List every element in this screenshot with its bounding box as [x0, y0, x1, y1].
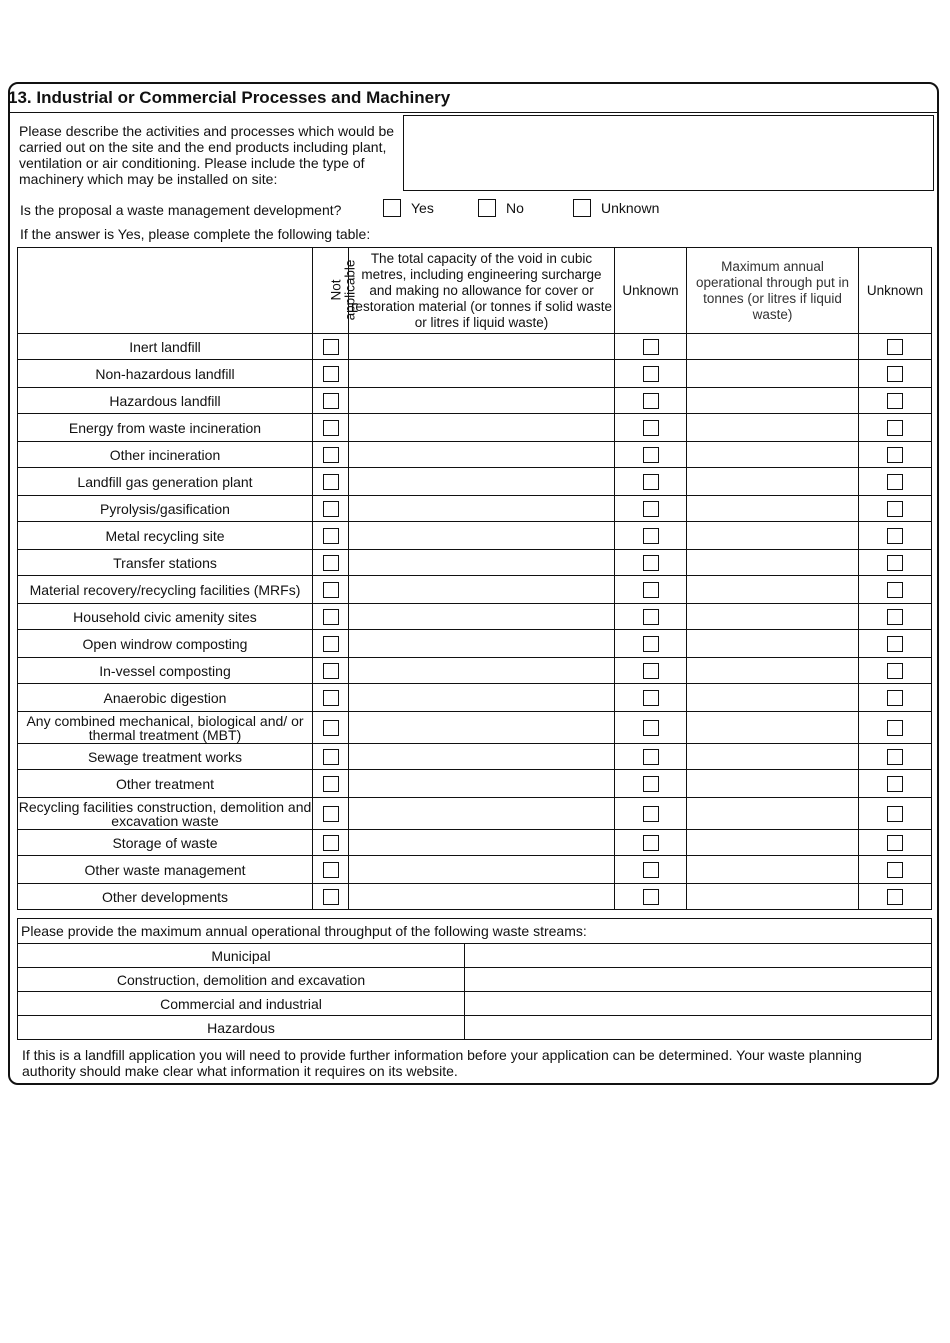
stream-throughput-input[interactable]	[465, 992, 932, 1016]
title-divider	[9, 112, 938, 113]
not-applicable-checkbox[interactable]	[323, 339, 339, 355]
throughput-unknown-checkbox-cell	[859, 468, 932, 496]
throughput-unknown-checkbox[interactable]	[887, 835, 903, 851]
not-applicable-checkbox-cell	[313, 712, 349, 744]
capacity-unknown-checkbox[interactable]	[643, 420, 659, 436]
capacity-input[interactable]	[349, 798, 615, 830]
throughput-unknown-checkbox[interactable]	[887, 501, 903, 517]
throughput-input[interactable]	[687, 684, 859, 712]
capacity-input[interactable]	[349, 388, 615, 414]
not-applicable-checkbox-cell	[313, 496, 349, 522]
throughput-unknown-checkbox-cell	[859, 576, 932, 604]
not-applicable-checkbox-cell	[313, 884, 349, 910]
not-applicable-checkbox-cell	[313, 468, 349, 496]
option-unknown[interactable]	[573, 199, 659, 217]
table-row	[18, 856, 932, 884]
throughput-input[interactable]	[687, 830, 859, 856]
throughput-unknown-checkbox[interactable]	[887, 420, 903, 436]
not-applicable-checkbox-cell	[313, 604, 349, 630]
capacity-input[interactable]	[349, 496, 615, 522]
stream-row	[18, 1016, 932, 1040]
not-applicable-checkbox-cell	[313, 658, 349, 684]
throughput-unknown-checkbox-cell	[859, 770, 932, 798]
throughput-unknown-checkbox[interactable]	[887, 663, 903, 679]
table-row	[18, 414, 932, 442]
not-applicable-checkbox[interactable]	[323, 366, 339, 382]
capacity-input[interactable]	[349, 630, 615, 658]
capacity-unknown-checkbox-cell	[615, 522, 687, 550]
not-applicable-checkbox-cell	[313, 856, 349, 884]
table-row	[18, 576, 932, 604]
capacity-unknown-checkbox-cell	[615, 798, 687, 830]
facility-label: Pyrolysis/gasification	[18, 496, 313, 522]
table-row	[18, 798, 932, 830]
capacity-input[interactable]	[349, 334, 615, 360]
capacity-input[interactable]	[349, 522, 615, 550]
throughput-unknown-checkbox[interactable]	[887, 555, 903, 571]
facility-label: Anaerobic digestion	[18, 684, 313, 712]
throughput-unknown-checkbox[interactable]	[887, 609, 903, 625]
not-applicable-checkbox-cell	[313, 522, 349, 550]
capacity-input[interactable]	[349, 550, 615, 576]
capacity-input[interactable]	[349, 830, 615, 856]
not-applicable-checkbox[interactable]	[323, 835, 339, 851]
table-row	[18, 830, 932, 856]
facility-label: Household civic amenity sites	[18, 604, 313, 630]
throughput-unknown-checkbox[interactable]	[887, 636, 903, 652]
option-no[interactable]	[478, 199, 524, 217]
not-applicable-checkbox-cell	[313, 360, 349, 388]
capacity-input[interactable]	[349, 360, 615, 388]
throughput-unknown-checkbox[interactable]	[887, 776, 903, 792]
not-applicable-checkbox[interactable]	[323, 889, 339, 905]
not-applicable-checkbox-cell	[313, 576, 349, 604]
facility-label: Landfill gas generation plant	[18, 468, 313, 496]
table-row	[18, 334, 932, 360]
facility-label: Other developments	[18, 884, 313, 910]
throughput-unknown-checkbox-cell	[859, 684, 932, 712]
throughput-unknown-checkbox[interactable]	[887, 366, 903, 382]
capacity-unknown-checkbox-cell	[615, 604, 687, 630]
waste-question-label: Is the proposal a waste management development?	[20, 202, 342, 218]
throughput-unknown-checkbox-cell	[859, 414, 932, 442]
not-applicable-checkbox-cell	[313, 334, 349, 360]
throughput-input[interactable]	[687, 496, 859, 522]
throughput-input[interactable]	[687, 334, 859, 360]
capacity-unknown-checkbox[interactable]	[643, 501, 659, 517]
facility-label: Non-hazardous landfill	[18, 360, 313, 388]
throughput-input[interactable]	[687, 770, 859, 798]
not-applicable-checkbox[interactable]	[323, 528, 339, 544]
capacity-unknown-checkbox-cell	[615, 576, 687, 604]
throughput-unknown-checkbox-cell	[859, 830, 932, 856]
if-yes-instruction: If the answer is Yes, please complete the following table:	[20, 226, 371, 242]
stream-row	[18, 968, 932, 992]
capacity-unknown-checkbox[interactable]	[643, 776, 659, 792]
throughput-input[interactable]	[687, 360, 859, 388]
capacity-unknown-checkbox[interactable]	[643, 582, 659, 598]
capacity-unknown-checkbox-cell	[615, 658, 687, 684]
capacity-input[interactable]	[349, 604, 615, 630]
throughput-unknown-checkbox[interactable]	[887, 690, 903, 706]
facility-label: Other incineration	[18, 442, 313, 468]
capacity-input[interactable]	[349, 770, 615, 798]
not-applicable-checkbox[interactable]	[323, 806, 339, 822]
table-row	[18, 388, 932, 414]
throughput-input[interactable]	[687, 388, 859, 414]
throughput-unknown-checkbox-cell	[859, 388, 932, 414]
not-applicable-checkbox[interactable]	[323, 749, 339, 765]
capacity-unknown-checkbox-cell	[615, 856, 687, 884]
header-unknown-throughput: Unknown	[859, 248, 932, 334]
capacity-unknown-checkbox-cell	[615, 414, 687, 442]
throughput-input[interactable]	[687, 856, 859, 884]
stream-label: Municipal	[18, 944, 465, 968]
header-facility-type	[18, 248, 313, 334]
facility-label: Storage of waste	[18, 830, 313, 856]
throughput-unknown-checkbox-cell	[859, 604, 932, 630]
throughput-input[interactable]	[687, 884, 859, 910]
throughput-unknown-checkbox-cell	[859, 884, 932, 910]
not-applicable-checkbox[interactable]	[323, 393, 339, 409]
facility-label: Energy from waste incineration	[18, 414, 313, 442]
capacity-unknown-checkbox[interactable]	[643, 889, 659, 905]
capacity-unknown-checkbox[interactable]	[643, 555, 659, 571]
stream-throughput-input[interactable]	[465, 944, 932, 968]
option-yes[interactable]	[383, 199, 434, 217]
capacity-unknown-checkbox-cell	[615, 770, 687, 798]
capacity-input[interactable]	[349, 684, 615, 712]
capacity-unknown-checkbox[interactable]	[643, 749, 659, 765]
capacity-input[interactable]	[349, 414, 615, 442]
facility-label: Hazardous landfill	[18, 388, 313, 414]
throughput-unknown-checkbox[interactable]	[887, 582, 903, 598]
not-applicable-checkbox-cell	[313, 442, 349, 468]
throughput-input[interactable]	[687, 468, 859, 496]
facility-label: Other waste management	[18, 856, 313, 884]
table-row	[18, 442, 932, 468]
capacity-unknown-checkbox[interactable]	[643, 339, 659, 355]
capacity-unknown-checkbox[interactable]	[643, 862, 659, 878]
capacity-unknown-checkbox[interactable]	[643, 393, 659, 409]
table-row	[18, 658, 932, 684]
throughput-unknown-checkbox[interactable]	[887, 749, 903, 765]
capacity-unknown-checkbox-cell	[615, 334, 687, 360]
stream-throughput-input[interactable]	[465, 1016, 932, 1040]
capacity-input[interactable]	[349, 658, 615, 684]
not-applicable-checkbox[interactable]	[323, 776, 339, 792]
not-applicable-checkbox-cell	[313, 414, 349, 442]
facility-label: Other treatment	[18, 770, 313, 798]
not-applicable-checkbox-cell	[313, 744, 349, 770]
not-applicable-checkbox-cell	[313, 550, 349, 576]
facility-label: Inert landfill	[18, 334, 313, 360]
throughput-input[interactable]	[687, 576, 859, 604]
not-applicable-checkbox[interactable]	[323, 636, 339, 652]
not-applicable-checkbox-cell	[313, 388, 349, 414]
table-row	[18, 744, 932, 770]
facility-label: Metal recycling site	[18, 522, 313, 550]
facility-label: Any combined mechanical, biological and/ or thermal treatment (MBT)	[18, 712, 313, 744]
capacity-unknown-checkbox[interactable]	[643, 835, 659, 851]
throughput-input[interactable]	[687, 550, 859, 576]
capacity-unknown-checkbox-cell	[615, 550, 687, 576]
capacity-unknown-checkbox-cell	[615, 468, 687, 496]
not-applicable-checkbox[interactable]	[323, 555, 339, 571]
throughput-unknown-checkbox-cell	[859, 360, 932, 388]
throughput-unknown-checkbox[interactable]	[887, 339, 903, 355]
facility-label: Open windrow composting	[18, 630, 313, 658]
capacity-input[interactable]	[349, 856, 615, 884]
capacity-input[interactable]	[349, 744, 615, 770]
table-row	[18, 522, 932, 550]
yes-checkbox[interactable]	[383, 199, 401, 217]
capacity-unknown-checkbox-cell	[615, 830, 687, 856]
capacity-unknown-checkbox[interactable]	[643, 720, 659, 736]
throughput-unknown-checkbox-cell	[859, 712, 932, 744]
not-applicable-checkbox[interactable]	[323, 862, 339, 878]
no-label: No	[506, 200, 524, 216]
throughput-unknown-checkbox[interactable]	[887, 862, 903, 878]
throughput-unknown-checkbox-cell	[859, 522, 932, 550]
throughput-unknown-checkbox-cell	[859, 856, 932, 884]
not-applicable-checkbox[interactable]	[323, 690, 339, 706]
facility-label: Material recovery/recycling facilities (MRFs)	[18, 576, 313, 604]
throughput-input[interactable]	[687, 658, 859, 684]
throughput-input[interactable]	[687, 522, 859, 550]
no-checkbox[interactable]	[478, 199, 496, 217]
not-applicable-checkbox-cell	[313, 684, 349, 712]
facility-label: Transfer stations	[18, 550, 313, 576]
capacity-input[interactable]	[349, 884, 615, 910]
yes-label: Yes	[411, 200, 434, 216]
throughput-input[interactable]	[687, 414, 859, 442]
throughput-unknown-checkbox-cell	[859, 744, 932, 770]
section-title: 13. Industrial or Commercial Processes and Machinery	[8, 88, 451, 107]
capacity-unknown-checkbox-cell	[615, 388, 687, 414]
unknown-label: Unknown	[601, 200, 660, 216]
unknown-checkbox[interactable]	[573, 199, 591, 217]
facility-label: Recycling facilities construction, demolition and excavation waste	[18, 798, 312, 829]
throughput-unknown-checkbox[interactable]	[887, 528, 903, 544]
capacity-unknown-checkbox-cell	[615, 496, 687, 522]
stream-row	[18, 992, 932, 1016]
throughput-unknown-checkbox[interactable]	[887, 393, 903, 409]
throughput-unknown-checkbox[interactable]	[887, 720, 903, 736]
not-applicable-checkbox-cell	[313, 830, 349, 856]
capacity-unknown-checkbox-cell	[615, 442, 687, 468]
stream-label: Construction, demolition and excavation	[18, 968, 465, 992]
not-applicable-checkbox[interactable]	[323, 420, 339, 436]
table-row	[18, 770, 932, 798]
capacity-unknown-checkbox[interactable]	[643, 690, 659, 706]
not-applicable-checkbox[interactable]	[323, 609, 339, 625]
capacity-unknown-checkbox[interactable]	[643, 636, 659, 652]
throughput-input[interactable]	[687, 798, 859, 830]
not-applicable-checkbox[interactable]	[323, 582, 339, 598]
throughput-input[interactable]	[687, 442, 859, 468]
table-row	[18, 684, 932, 712]
capacity-unknown-checkbox-cell	[615, 684, 687, 712]
capacity-unknown-checkbox[interactable]	[643, 528, 659, 544]
table-row	[18, 604, 932, 630]
capacity-unknown-checkbox[interactable]	[643, 609, 659, 625]
waste-streams-table	[17, 918, 932, 1040]
throughput-unknown-checkbox[interactable]	[887, 447, 903, 463]
capacity-unknown-checkbox-cell	[615, 884, 687, 910]
stream-label: Hazardous	[18, 1016, 465, 1040]
header-throughput: Maximum annual operational through put in tonnes (or litres if liquid waste)	[687, 248, 859, 334]
capacity-input[interactable]	[349, 468, 615, 496]
stream-label: Commercial and industrial	[18, 992, 465, 1016]
not-applicable-checkbox[interactable]	[323, 663, 339, 679]
not-applicable-checkbox[interactable]	[323, 447, 339, 463]
header-unknown-capacity: Unknown	[615, 248, 687, 334]
throughput-unknown-checkbox-cell	[859, 334, 932, 360]
capacity-input[interactable]	[349, 442, 615, 468]
capacity-unknown-checkbox[interactable]	[643, 366, 659, 382]
table-row	[18, 630, 932, 658]
capacity-unknown-checkbox[interactable]	[643, 447, 659, 463]
stream-throughput-input[interactable]	[465, 968, 932, 992]
throughput-unknown-checkbox-cell	[859, 442, 932, 468]
table-row	[18, 360, 932, 388]
table-row	[18, 712, 932, 744]
throughput-input[interactable]	[687, 630, 859, 658]
table-row	[18, 468, 932, 496]
not-applicable-checkbox-cell	[313, 630, 349, 658]
capacity-unknown-checkbox[interactable]	[643, 806, 659, 822]
description-prompt: Please describe the activities and processes which would be carried out on the site and the end products including plant, ventilation or air conditioning. Please include the type of machinery which may be installed on site:	[19, 123, 395, 187]
throughput-unknown-checkbox-cell	[859, 630, 932, 658]
description-input[interactable]	[403, 115, 934, 191]
capacity-input[interactable]	[349, 576, 615, 604]
throughput-unknown-checkbox-cell	[859, 658, 932, 684]
throughput-unknown-checkbox[interactable]	[887, 474, 903, 490]
waste-facilities-table	[17, 247, 932, 910]
capacity-unknown-checkbox-cell	[615, 744, 687, 770]
not-applicable-checkbox[interactable]	[323, 474, 339, 490]
header-not-applicable: Not applicable	[313, 248, 349, 334]
throughput-input[interactable]	[687, 744, 859, 770]
throughput-unknown-checkbox-cell	[859, 798, 932, 830]
facility-label: Sewage treatment works	[18, 744, 313, 770]
not-applicable-checkbox[interactable]	[323, 720, 339, 736]
not-applicable-checkbox-cell	[313, 770, 349, 798]
capacity-input[interactable]	[349, 712, 615, 744]
facility-label: In-vessel composting	[18, 658, 313, 684]
table-row	[18, 884, 932, 910]
throughput-input[interactable]	[687, 604, 859, 630]
throughput-unknown-checkbox[interactable]	[887, 889, 903, 905]
not-applicable-checkbox-cell	[313, 798, 349, 830]
throughput-input[interactable]	[687, 712, 859, 744]
throughput-unknown-checkbox-cell	[859, 496, 932, 522]
throughput-unknown-checkbox[interactable]	[887, 806, 903, 822]
capacity-unknown-checkbox-cell	[615, 360, 687, 388]
throughput-unknown-checkbox-cell	[859, 550, 932, 576]
capacity-unknown-checkbox[interactable]	[643, 663, 659, 679]
table-row	[18, 496, 932, 522]
capacity-unknown-checkbox-cell	[615, 712, 687, 744]
streams-intro: Please provide the maximum annual operational throughput of the following waste streams:	[18, 919, 932, 944]
capacity-unknown-checkbox-cell	[615, 630, 687, 658]
stream-row	[18, 944, 932, 968]
landfill-note: If this is a landfill application you will need to provide further information before your application can be determined. Your waste planning authority should make clear what information it requires on its website.	[22, 1047, 862, 1079]
capacity-unknown-checkbox[interactable]	[643, 474, 659, 490]
header-capacity: The total capacity of the void in cubic metres, including engineering surcharge and making no allowance for cover or restoration material (or tonnes if solid waste or litres if liquid waste)	[349, 248, 615, 334]
not-applicable-checkbox[interactable]	[323, 501, 339, 517]
table-row	[18, 550, 932, 576]
